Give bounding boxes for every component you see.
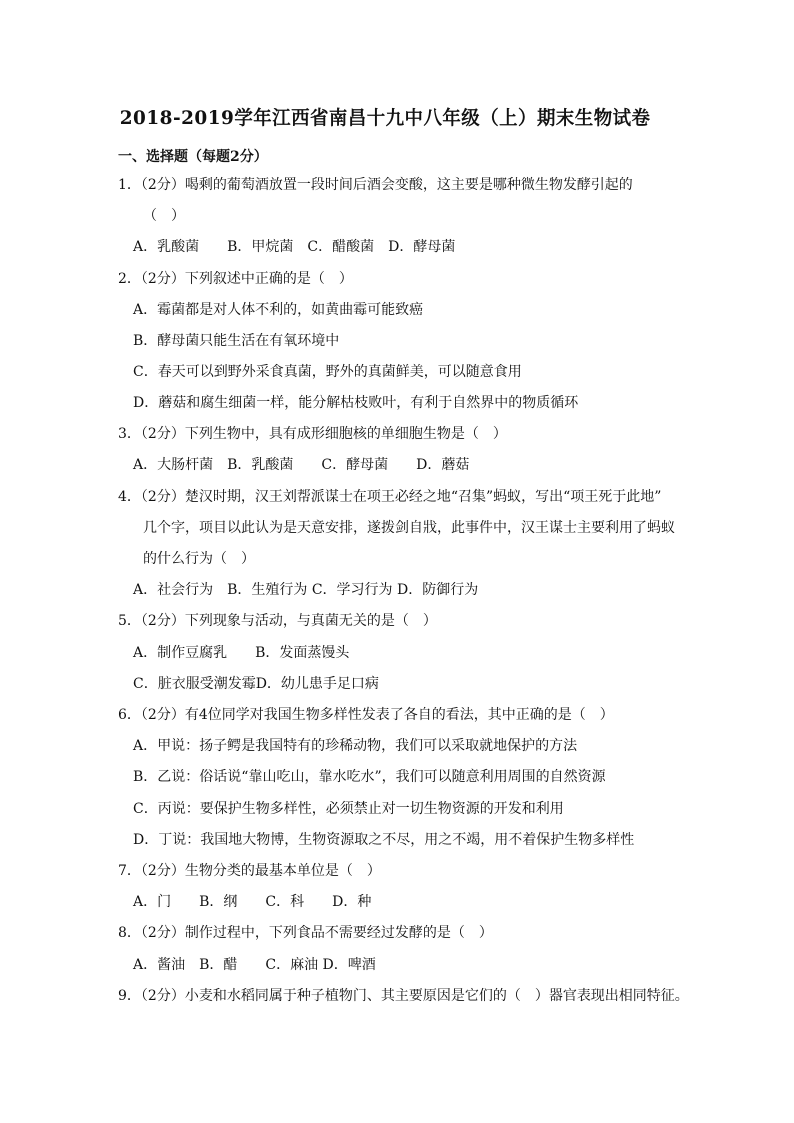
question-3-options: A．大肠杆菌 B．乳酸菌 C．酵母菌 D．蘑菇 [133, 457, 470, 473]
question-4-stem: 4．（2分）楚汉时期，汉王刘帮派谋士在项王必经之地“召集”蚂蚁，写出“项王死于此地” [118, 489, 662, 505]
question-1-stem-cont: （ ） [143, 208, 185, 224]
question-2-option-d: D．蘑菇和腐生细菌一样，能分解枯枝败叶，有利于自然界中的物质循环 [133, 395, 579, 411]
question-2-option-c: C．春天可以到野外采食真菌，野外的真菌鲜美，可以随意食用 [133, 364, 522, 380]
exam-title: 2018-2019学年江西省南昌十九中八年级（上）期末生物试卷 [119, 107, 651, 129]
question-6-option-d: D．丁说：我国地大物博，生物资源取之不尽，用之不竭，用不着保护生物多样性 [133, 832, 635, 848]
question-4-options: A．社会行为 B．生殖行为 C．学习行为 D．防御行为 [133, 582, 479, 598]
question-1-options: A．乳酸菌 B．甲烷菌 C．醋酸菌 D．酵母菌 [133, 239, 456, 255]
question-7-stem: 7．（2分）生物分类的最基本单位是（ ） [118, 863, 381, 879]
question-8-options: A．酱油 B．醋 C．麻油 D．啤酒 [133, 957, 376, 973]
question-5-options-1: A．制作豆腐乳 B．发面蒸馒头 [133, 645, 350, 661]
question-6-option-b: B．乙说：俗话说“靠山吃山，靠水吃水”，我们可以随意利用周围的自然资源 [133, 769, 606, 785]
question-2-option-a: A．霉菌都是对人体不利的，如黄曲霉可能致癌 [133, 302, 424, 318]
question-7-options: A．门 B．纲 C．科 D．种 [133, 894, 372, 910]
question-6-option-a: A．甲说：扬子鳄是我国特有的珍稀动物，我们可以采取就地保护的方法 [133, 738, 578, 754]
question-5-stem: 5．（2分）下列现象与活动，与真菌无关的是（ ） [118, 613, 437, 629]
section-heading: 一、选择题（每题2分） [118, 149, 268, 165]
question-6-option-c: C．丙说：要保护生物多样性，必须禁止对一切生物资源的开发和利用 [133, 801, 564, 817]
question-5-options-2: C．脏衣服受潮发霉D．幼儿患手足口病 [133, 676, 379, 692]
question-1-stem: 1．（2分）喝剩的葡萄酒放置一段时间后酒会变酸，这主要是哪种微生物发酵引起的 [118, 177, 633, 193]
question-3-stem: 3．（2分）下列生物中，具有成形细胞核的单细胞生物是（ ） [118, 426, 507, 442]
question-2-option-b: B．酵母菌只能生活在有氧环境中 [133, 333, 340, 349]
question-8-stem: 8．（2分）制作过程中，下列食品不需要经过发酵的是（ ） [118, 925, 493, 941]
question-4-stem-cont-1: 几个字，项目以此认为是天意安排，遂拨剑自戕，此事件中，汉王谋士主要利用了蚂蚁 [143, 520, 675, 536]
question-6-stem: 6．（2分）有4位同学对我国生物多样性发表了各自的看法，其中正确的是（ ） [118, 707, 614, 723]
question-9-stem: 9．（2分）小麦和水稻同属于种子植物门、其主要原因是它们的（ ）器官表现出相同特征。 [118, 988, 689, 1004]
question-2-stem: 2．（2分）下列叙述中正确的是（ ） [118, 271, 353, 287]
question-4-stem-cont-2: 的什么行为（ ） [143, 551, 255, 567]
